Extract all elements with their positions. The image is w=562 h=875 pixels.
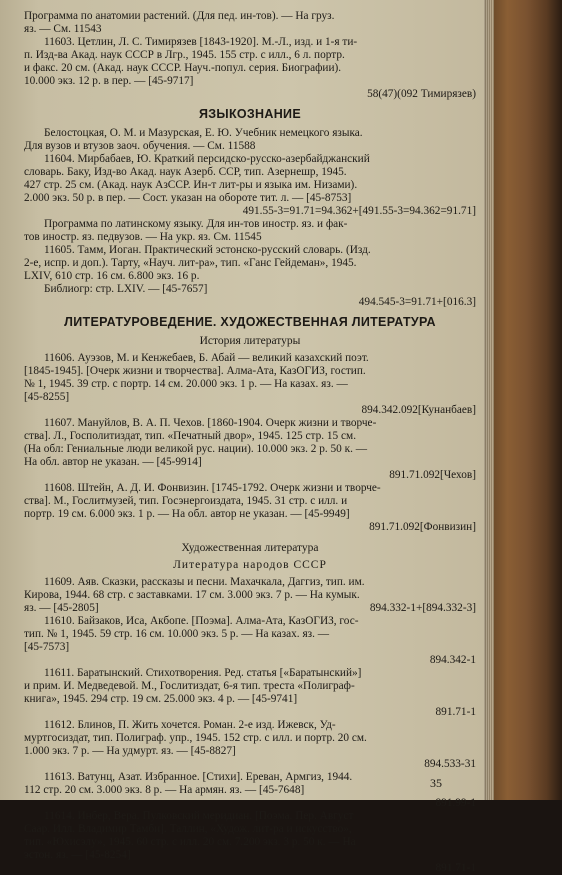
page-edges [484,0,494,800]
page-number: 35 [430,776,442,790]
text-fragment: яз. — [45-2805] [24,602,99,614]
text-line: тип. № 1, 1945. 59 стр. 16 см. 10.000 экз. 5 р. — На казах. яз. — [24,628,330,640]
text-line: словарь. Баку, Изд-во Акад. наук Азерб. ССР, тип. Азернешр, 1945. [24,166,347,178]
classification-code: 894.342.092[Кунанбаев] [361,404,476,416]
text-line: (На обл: Гениальные люди великой рус. нации). 10.000 экз. 2 р. 50 к. — [24,443,368,455]
book-spine-edge [484,0,562,800]
classification-code: 494.545-3=91.71+[016.3] [358,296,476,308]
text-line: Белостоцкая, О. М. и Мазурская, Е. Ю. Учебник немецкого языка. [44,127,363,139]
text-line: тип. «Юхисэлу», 1945. 60 стр. с илл. 20 см. 7.200 экз. 3 р. 50 к. — На [24,836,356,848]
text-line: 112 стр. 20 см. 3.000 экз. 8 р. — На армян. яз. — [45-7648] [24,784,305,796]
entry-11610: 11610. Байзаков, Иса, Акбопе. [Поэма]. Алма-Ата, КазОГИЗ, гос- [44,615,359,627]
text-line: Библиогр: стр. LXIV. — [45-7657] [44,283,208,295]
text-line: яз. — См. 11543 [24,23,102,35]
section-title-linguistics: ЯЗЫКОЗНАНИЕ [199,107,301,121]
text-line: тов иностр. яз. педвузов. — На укр. яз. См. 11545 [24,231,262,243]
classification-code: 491.55-3=91.71=94.362+[491.55-3=94.362=91.71] [242,205,476,217]
text-line: На обл. автор не указан. — [45-9914] [24,456,202,468]
classification-code: 891.99-1 [435,797,476,809]
text-line: 2.000 экз. 50 р. в пер. — Сост. указан на обороте тит. л. — [45-8753] [24,192,352,204]
classification-code: 891.71.092[Чехов] [389,469,476,481]
page-content [24,10,476,875]
text-line: ства]. М., Гослитмузей, тип. Госэнергоиздата, 1945. 31 стр. с илл. и [24,495,348,507]
text-line: п. Изд-ва Акад. наук СССР в Лгр., 1945. 155 стр. с илл., 6 л. портр. [24,49,345,61]
classification-code: 894.342-1 [429,654,476,666]
text-line: LXIV, 610 стр. 16 см. 6.800 экз. 16 р. [24,270,200,282]
classification-code: 891.71.092[Фонвизин] [369,521,476,533]
text-line: 1.000 экз. 7 р. — На удмурт. яз. — [45-8827] [24,745,236,757]
text-line: 10.000 экз. 12 р. в пер. — [45-9717] [24,75,194,87]
text-line: и факс. 20 см. (Акад. наук СССР. Науч.-попул. серия. Биографии). [24,62,342,74]
classification-code: 58(47)(092 Тимирязев) [367,88,476,100]
text-line: Для вузов и втузов заоч. обучения. — См. 11588 [24,140,256,152]
text-line: [45-8255] [24,391,70,403]
entry-11604: 11604. Мирбабаев, Ю. Краткий персидско-русско-азербайджанский [44,153,370,165]
entry-11603: 11603. Цетлин, Л. С. Тимирязев [1843-1920]. М.-Л., изд. и 1-я ти- [44,36,358,48]
text-line: муртгосиздат, тип. Полиграф. упр., 1945. 152 стр. с илл. и портр. 20 см. [24,732,367,744]
text-line: и прим. И. Медведевой. М., Гослитиздат, 6-я тип. треста «Полиграф- [24,680,355,692]
entry-11613: 11613. Ватунц, Азат. Избранное. [Стихи]. Ереван, Армгиз, 1944. [44,771,353,783]
subsection-title-peoples: Литература народов СССР [173,559,327,571]
text-line: ства]. Л., Госполитиздат, тип. «Печатный двор», 1945. 125 стр. 15 см. [24,430,357,442]
text-line: Саар. Илл. Владимир Тамби]. Таллин, «Худож. лит-ра и искусство», [24,823,352,835]
classification-code: 891.71-1 [435,862,476,874]
entry-11611: 11611. Баратынский. Стихотворения. Ред. статья [«Баратынский»] [44,667,362,679]
entry-11612: 11612. Блинов, П. Жить хочется. Роман. 2-е изд. Ижевск, Уд- [44,719,336,731]
text-line: № 1, 1945. 39 стр. с портр. 14 см. 20.000 экз. 1 р. — На казах. яз. — [24,378,348,390]
entry-11614: 11614. Инбер, Вера. Пулковский меридиан. [Поэма. Пер. Август [44,810,354,822]
entry-11608: 11608. Штейн, А. Д. И. Фонвизин. [1745-1792. Очерк жизни и творче- [44,482,381,494]
entry-11607: 11607. Мануйлов, В. А. П. Чехов. [1860-1904. Очерк жизни и творче- [44,417,377,429]
text-line: портр. 19 см. 6.000 экз. 1 р. — На обл. автор не указан. — [45-9949] [24,508,350,520]
classification-code: 894.332-1+[894.332-3] [369,602,476,614]
subsection-title-fiction: Художественная литература [181,542,319,554]
text-line: книга», 1945. 294 стр. 19 см. 25.000 экз. 4 р. — [45-9741] [24,693,298,705]
section-title-literature: ЛИТЕРАТУРОВЕДЕНИЕ. ХУДОЖЕСТВЕННАЯ ЛИТЕРАТУРА [64,315,436,329]
text-line: Программа по латинскому языку. Для ин-тов иностр. яз. и фак- [44,218,348,230]
entry-11606: 11606. Ауэзов, М. и Кенжебаев, Б. Абай — великий казахский поэт. [44,352,369,364]
subsection-title-history: История литературы [199,335,301,347]
text-line: Кирова, 1944. 68 стр. с заставками. 17 см. 3.000 экз. 7 р. — На кумык. [24,589,360,601]
text-line-with-code [24,602,476,615]
text-line: [45-7573] [24,641,70,653]
text-line: [1845-1945]. [Очерк жизни и творчества]. Алма-Ата, КазОГИЗ, гостип. [24,365,366,377]
entry-11605: 11605. Тамм, Иоган. Практический эстонско-русский словарь. (Изд. [44,244,371,256]
text-line: эстон. яз. — [45-8254] [24,849,131,861]
text-line: 427 стр. 25 см. (Акад. наук АзССР. Ин-т лит-ры и языка им. Низами). [24,179,358,191]
classification-code: 894.533-31 [424,758,476,770]
classification-code: 891.71-1 [435,706,476,718]
text-line: Программа по анатомии растений. (Для пед. ин-тов). — На груз. [24,10,335,22]
text-line: 2-е, испр. и доп.). Тарту, «Науч. лит-ра», тип. «Ганс Гейдеман», 1945. [24,257,357,269]
entry-11609: 11609. Аяв. Сказки, рассказы и песни. Махачкала, Даггиз, тип. им. [44,576,365,588]
